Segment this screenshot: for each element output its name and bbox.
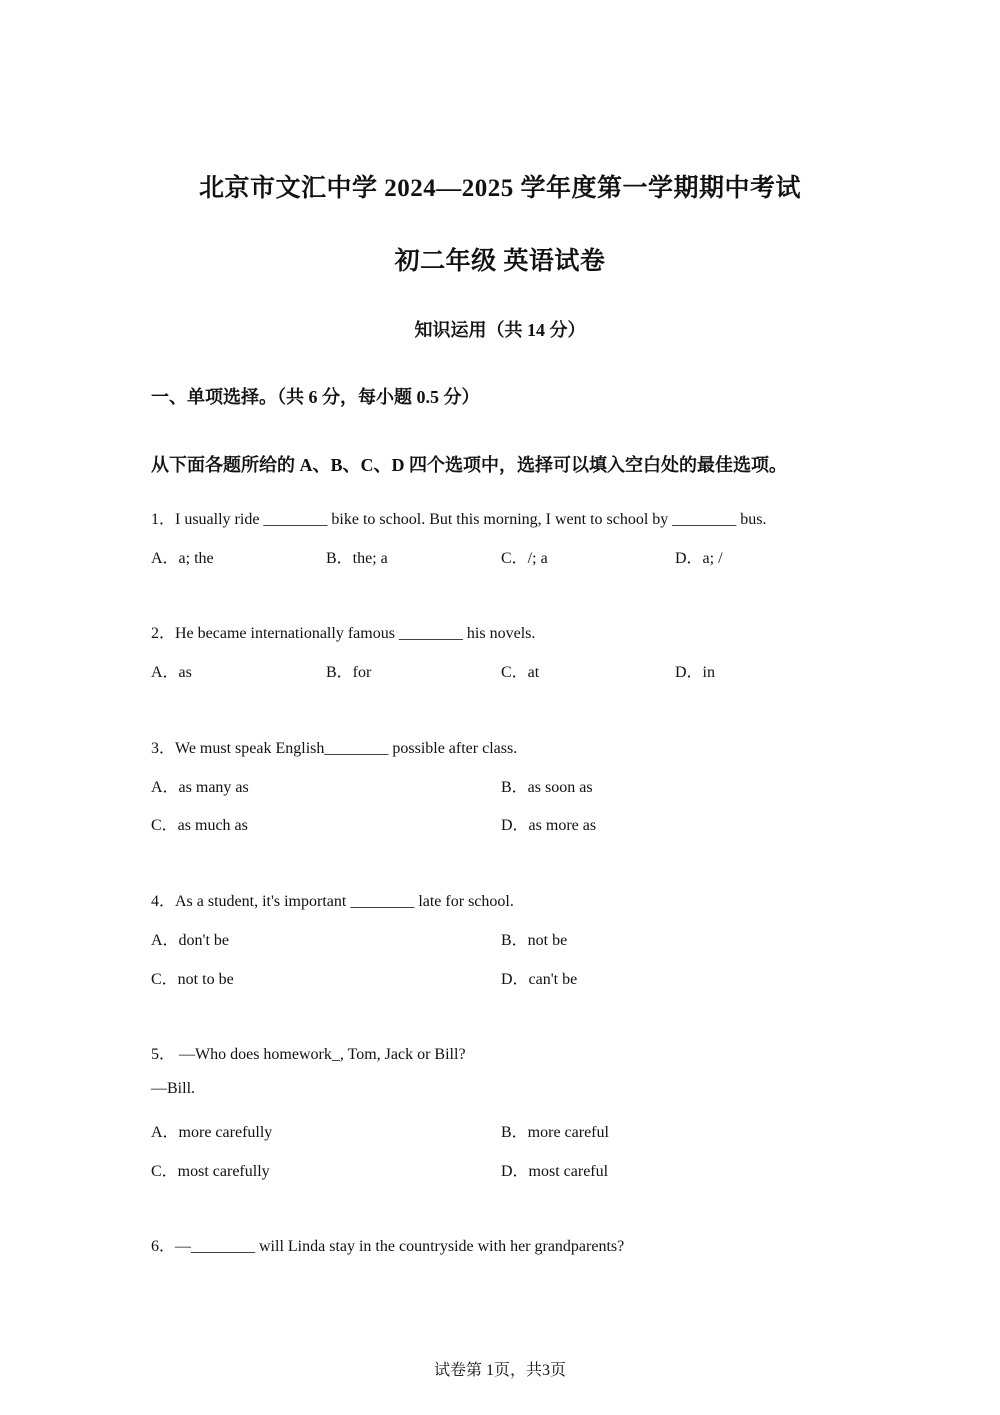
question-2-option-d: D．in <box>675 664 716 681</box>
question-3-stem: 3．We must speak English________ possible after class. <box>151 740 518 757</box>
question-6-stem: 6．—________ will Linda stay in the countryside with her grandparents? <box>151 1238 625 1255</box>
exam-title: 北京市文汇中学 2024—2025 学年度第一学期期中考试 <box>198 175 801 202</box>
question-2-option-a: A．as <box>151 664 192 681</box>
part-title: 知识运用（共 14 分） <box>414 320 586 340</box>
exam-subtitle: 初二年级 英语试卷 <box>394 248 606 275</box>
section-heading: 一、单项选择。（共 6 分，每小题 0.5 分） <box>151 387 480 407</box>
question-4-option-c: C．not to be <box>151 971 234 988</box>
question-2-stem: 2．He became internationally famous ________ his novels. <box>151 625 536 642</box>
question-4-option-a: A．don't be <box>151 932 229 949</box>
question-1-option-a: A．a; the <box>151 550 214 567</box>
question-5-option-c: C．most carefully <box>151 1163 270 1180</box>
question-5-option-a: A．more carefully <box>151 1124 273 1141</box>
question-2-option-c: C．at <box>501 664 540 681</box>
question-1-stem: 1．I usually ride ________ bike to school. But this morning, I went to school by ________ bus. <box>151 511 767 528</box>
question-1-option-d: D．a; / <box>675 550 723 567</box>
page-footer: 试卷第 1页，共3页 <box>433 1362 566 1379</box>
question-3-option-a: A．as many as <box>151 779 249 796</box>
question-3-option-c: C．as much as <box>151 817 248 834</box>
section-instruction: 从下面各题所给的 A、B、C、D 四个选项中，选择可以填入空白处的最佳选项。 <box>151 455 787 475</box>
question-5-option-b: B．more careful <box>501 1124 609 1141</box>
question-1-option-b: B．the; a <box>326 550 388 567</box>
question-5-option-d: D．most careful <box>501 1163 609 1180</box>
question-1-option-c: C．/; a <box>501 550 548 567</box>
question-5-answer-line: —Bill. <box>151 1080 196 1097</box>
question-5-stem: 5． —Who does homework_, Tom, Jack or Bill? <box>151 1046 466 1063</box>
question-4-option-d: D．can't be <box>501 971 578 988</box>
question-2-option-b: B．for <box>326 664 372 681</box>
question-3-option-b: B．as soon as <box>501 779 593 796</box>
question-4-option-b: B．not be <box>501 932 568 949</box>
question-4-stem: 4．As a student, it's important ________ late for school. <box>151 893 514 910</box>
question-3-option-d: D．as more as <box>501 817 597 834</box>
